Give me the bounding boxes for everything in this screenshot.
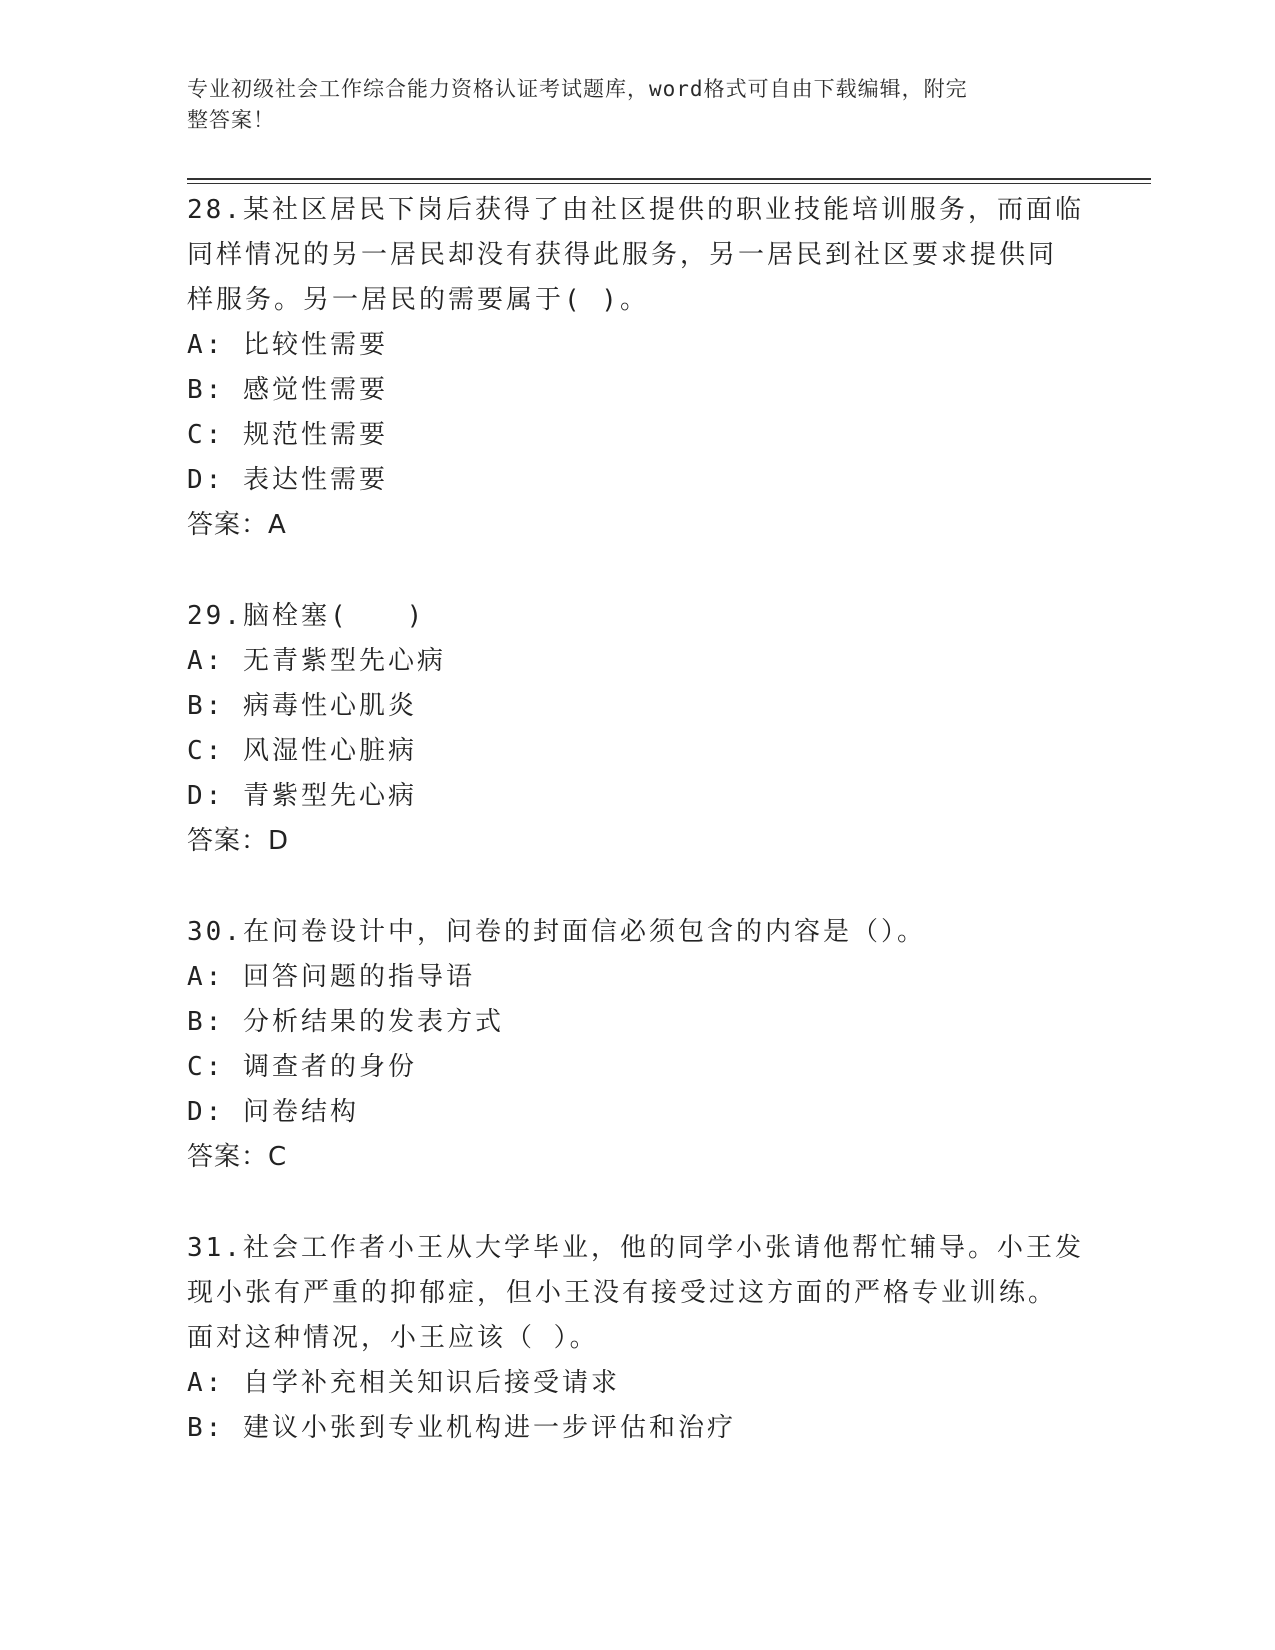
option-a: A: 自学补充相关知识后接受请求 (187, 1368, 620, 1398)
option-b: B: 病毒性心肌炎 (187, 691, 417, 721)
question-list (187, 188, 1087, 1451)
question-stem-line: 30.在问卷设计中，问卷的封面信必须包含的内容是（）。 (187, 917, 926, 947)
question-stem-line: 28.某社区居民下岗后获得了由社区提供的职业技能培训服务，而面临 (187, 195, 1084, 225)
option-c: C: 风湿性心脏病 (187, 736, 417, 766)
question-stem-line: 31.社会工作者小王从大学毕业，他的同学小张请他帮忙辅导。小王发 (187, 1233, 1084, 1263)
question-30 (187, 910, 1087, 1180)
question-stem-line: 样服务。另一居民的需要属于( )。 (187, 285, 649, 315)
document-header (187, 74, 1067, 136)
header-line-2: 整答案！ (187, 108, 275, 132)
question-28 (187, 188, 1087, 548)
option-a: A: 比较性需要 (187, 330, 388, 360)
option-b: B: 感觉性需要 (187, 375, 388, 405)
header-line-1: 专业初级社会工作综合能力资格认证考试题库，word格式可自由下载编辑，附完 (187, 77, 968, 101)
header-divider-thick (187, 178, 1151, 180)
option-d: D: 问卷结构 (187, 1097, 359, 1127)
question-stem-line: 29.脑栓塞( ) (187, 601, 426, 631)
option-a: A: 无青紫型先心病 (187, 646, 446, 676)
option-d: D: 青紫型先心病 (187, 781, 417, 811)
answer-label: 答案：D (187, 826, 290, 856)
question-31 (187, 1226, 1087, 1451)
question-stem-line: 面对这种情况，小王应该（ ）。 (187, 1323, 599, 1353)
question-spacer (187, 864, 1087, 910)
answer-label: 答案：A (187, 510, 287, 540)
question-spacer (187, 1180, 1087, 1226)
question-stem-line: 同样情况的另一居民却没有获得此服务，另一居民到社区要求提供同 (187, 240, 1058, 270)
option-a: A: 回答问题的指导语 (187, 962, 475, 992)
option-c: C: 调查者的身份 (187, 1052, 417, 1082)
question-29 (187, 594, 1087, 864)
option-c: C: 规范性需要 (187, 420, 388, 450)
question-spacer (187, 548, 1087, 594)
answer-label: 答案：C (187, 1142, 288, 1172)
option-d: D: 表达性需要 (187, 465, 388, 495)
option-b: B: 建议小张到专业机构进一步评估和治疗 (187, 1413, 736, 1443)
option-b: B: 分析结果的发表方式 (187, 1007, 504, 1037)
header-divider-thin (187, 183, 1151, 184)
question-stem-line: 现小张有严重的抑郁症，但小王没有接受过这方面的严格专业训练。 (187, 1278, 1058, 1308)
